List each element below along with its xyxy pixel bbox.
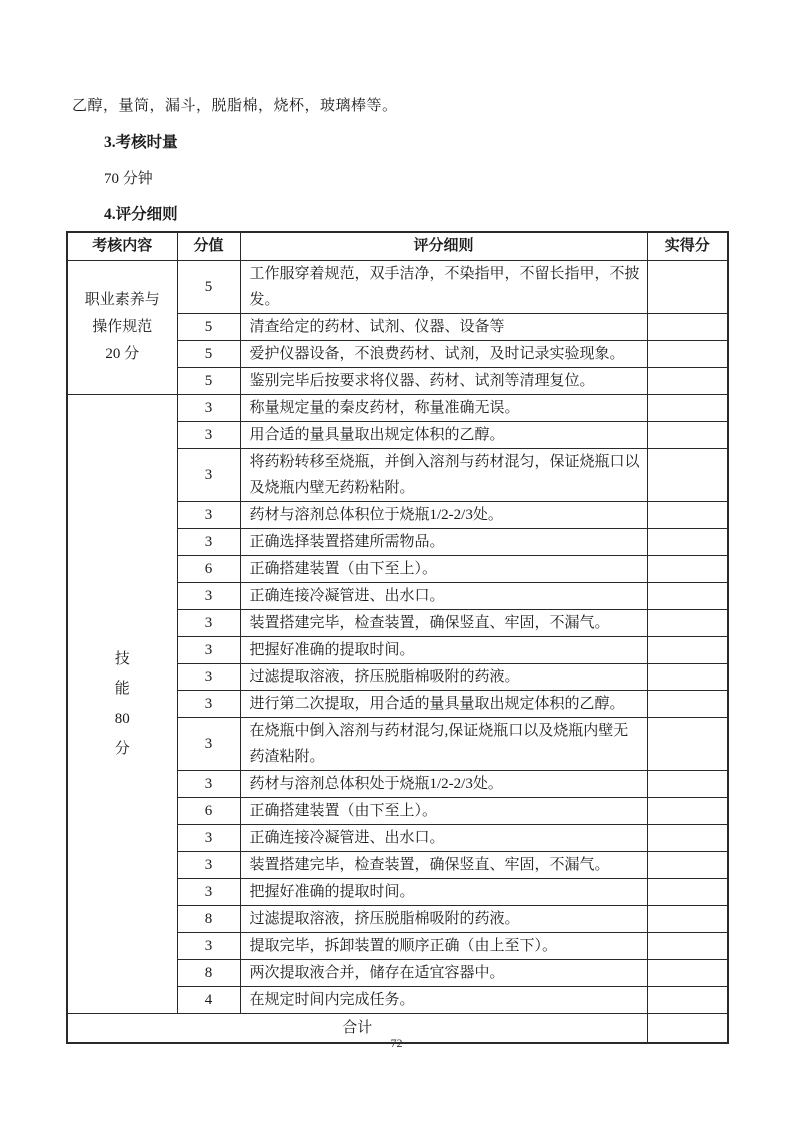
score-value-cell: 3 <box>177 501 240 528</box>
criteria-detail-cell: 过滤提取溶液，挤压脱脂棉吸附的药液。 <box>240 663 647 690</box>
category-label-line: 20 分 <box>105 345 140 362</box>
criteria-detail-cell: 正确连接冷凝管进、出水口。 <box>240 582 647 609</box>
criteria-detail-cell: 将药粉转移至烧瓶，并倒入溶剂与药材混匀，保证烧瓶口以及烧瓶内壁无药粉粘附。 <box>240 448 647 501</box>
section-3-heading: 3.考核时量 <box>104 134 178 151</box>
score-value-cell: 3 <box>177 421 240 448</box>
score-value-cell: 3 <box>177 878 240 905</box>
apparatus-list-text: 乙醇，量筒，漏斗，脱脂棉，烧杯，玻璃棒等。 <box>72 98 398 114</box>
earned-score-cell <box>647 905 728 932</box>
page-number: 72 <box>390 1036 403 1050</box>
earned-score-cell <box>647 313 728 340</box>
category-cell-professionalism <box>67 260 177 394</box>
earned-score-cell <box>647 260 728 313</box>
criteria-detail-cell: 装置搭建完毕，检查装置，确保竖直、牢固，不漏气。 <box>240 851 647 878</box>
category-label-line: 职业素养与 <box>84 291 160 308</box>
category-label-line: 能 <box>114 680 130 697</box>
earned-score-cell <box>647 851 728 878</box>
category-label-line: 技 <box>114 650 130 667</box>
table-row <box>67 394 728 421</box>
header-cell-criteria: 评分细则 <box>240 232 647 260</box>
earned-score-cell <box>647 555 728 582</box>
criteria-detail-cell: 在规定时间内完成任务。 <box>240 986 647 1013</box>
criteria-detail-cell: 爱护仪器设备，不浪费药材、试剂，及时记录实验现象。 <box>240 340 647 367</box>
score-value-cell: 3 <box>177 932 240 959</box>
criteria-detail-cell: 提取完毕，拆卸装置的顺序正确（由上至下）。 <box>240 932 647 959</box>
scoring-rubric-table <box>66 231 729 1044</box>
score-value-cell: 4 <box>177 986 240 1013</box>
criteria-detail-cell: 鉴别完毕后按要求将仪器、药材、试剂等清理复位。 <box>240 367 647 394</box>
earned-score-cell <box>647 582 728 609</box>
criteria-detail-cell: 正确搭建装置（由下至上）。 <box>240 555 647 582</box>
table-row <box>67 260 728 313</box>
earned-score-cell <box>647 824 728 851</box>
score-value-cell: 3 <box>177 851 240 878</box>
score-value-cell: 3 <box>177 690 240 717</box>
score-value-cell: 5 <box>177 340 240 367</box>
criteria-detail-cell: 把握好准确的提取时间。 <box>240 636 647 663</box>
score-value-cell: 5 <box>177 313 240 340</box>
earned-score-cell <box>647 663 728 690</box>
header-cell-score: 分值 <box>177 232 240 260</box>
criteria-detail-cell: 两次提取液合并，储存在适宜容器中。 <box>240 959 647 986</box>
criteria-detail-cell: 清查给定的药材、试剂、仪器、设备等 <box>240 313 647 340</box>
exam-duration-text: 70 分钟 <box>104 171 153 187</box>
criteria-detail-cell: 药材与溶剂总体积处于烧瓶1/2-2/3处。 <box>240 770 647 797</box>
total-label-cell: 合计 <box>67 1013 647 1043</box>
score-value-cell: 3 <box>177 609 240 636</box>
earned-score-cell <box>647 986 728 1013</box>
earned-score-cell <box>647 367 728 394</box>
earned-score-cell <box>647 636 728 663</box>
header-cell-category: 考核内容 <box>67 232 177 260</box>
criteria-detail-cell: 把握好准确的提取时间。 <box>240 878 647 905</box>
category-label-line: 分 <box>114 740 130 757</box>
earned-score-cell <box>647 340 728 367</box>
criteria-detail-cell: 正确连接冷凝管进、出水口。 <box>240 824 647 851</box>
criteria-detail-cell: 工作服穿着规范，双手洁净，不染指甲，不留长指甲，不披发。 <box>240 260 647 313</box>
earned-score-cell <box>647 932 728 959</box>
category-label-line: 80 <box>114 710 130 727</box>
score-value-cell: 8 <box>177 959 240 986</box>
score-value-cell: 3 <box>177 663 240 690</box>
earned-score-cell <box>647 448 728 501</box>
criteria-detail-cell: 装置搭建完毕，检查装置，确保竖直、牢固，不漏气。 <box>240 609 647 636</box>
score-value-cell: 5 <box>177 260 240 313</box>
score-value-cell: 3 <box>177 824 240 851</box>
criteria-detail-cell: 过滤提取溶液，挤压脱脂棉吸附的药液。 <box>240 905 647 932</box>
section-4-heading: 4.评分细则 <box>104 206 178 223</box>
score-value-cell: 3 <box>177 582 240 609</box>
score-value-cell: 3 <box>177 717 240 770</box>
criteria-detail-cell: 用合适的量具量取出规定体积的乙醇。 <box>240 421 647 448</box>
score-value-cell: 3 <box>177 770 240 797</box>
score-value-cell: 3 <box>177 528 240 555</box>
earned-score-cell <box>647 878 728 905</box>
earned-score-cell <box>647 959 728 986</box>
earned-score-cell <box>647 717 728 770</box>
score-value-cell: 8 <box>177 905 240 932</box>
header-cell-earned: 实得分 <box>647 232 728 260</box>
earned-score-cell <box>647 528 728 555</box>
score-value-cell: 6 <box>177 797 240 824</box>
category-cell-skill <box>67 394 177 1013</box>
criteria-detail-cell: 称量规定量的秦皮药材，称量准确无误。 <box>240 394 647 421</box>
earned-score-cell <box>647 770 728 797</box>
criteria-detail-cell: 正确选择装置搭建所需物品。 <box>240 528 647 555</box>
earned-score-cell <box>647 501 728 528</box>
score-value-cell: 3 <box>177 448 240 501</box>
score-value-cell: 3 <box>177 394 240 421</box>
criteria-detail-cell: 正确搭建装置（由下至上）。 <box>240 797 647 824</box>
earned-score-cell <box>647 421 728 448</box>
criteria-detail-cell: 进行第二次提取，用合适的量具量取出规定体积的乙醇。 <box>240 690 647 717</box>
criteria-detail-cell: 在烧瓶中倒入溶剂与药材混匀,保证烧瓶口以及烧瓶内壁无药渣粘附。 <box>240 717 647 770</box>
earned-score-cell <box>647 797 728 824</box>
earned-score-cell <box>647 690 728 717</box>
score-value-cell: 3 <box>177 636 240 663</box>
earned-score-cell <box>647 394 728 421</box>
score-value-cell: 5 <box>177 367 240 394</box>
score-value-cell: 6 <box>177 555 240 582</box>
page-content <box>66 96 727 1044</box>
earned-score-cell <box>647 609 728 636</box>
criteria-detail-cell: 药材与溶剂总体积位于烧瓶1/2-2/3处。 <box>240 501 647 528</box>
category-label-line: 操作规范 <box>92 318 153 335</box>
table-header-row <box>67 232 728 260</box>
